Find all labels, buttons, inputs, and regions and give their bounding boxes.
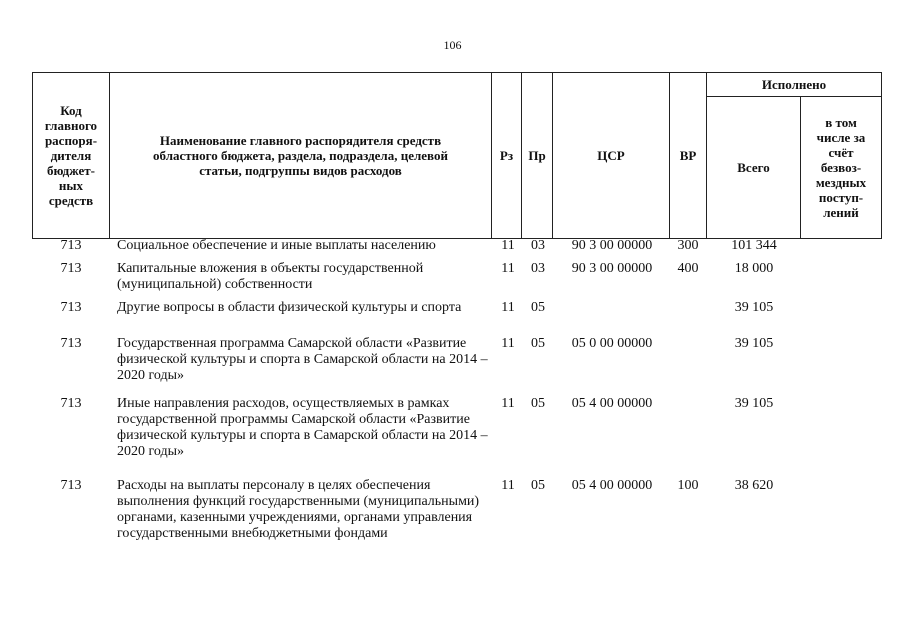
- row-rz: 11: [501, 336, 515, 351]
- row-name: Иные направления расходов, осуществляемых в рамках государственной программы Самарской области «Развитие физической культуры и спорта в Самарской области на 2014 – 2020 годы»: [117, 396, 488, 459]
- row-rz: 11: [501, 396, 515, 411]
- row-pr: 05: [531, 300, 545, 315]
- row-pr: 05: [531, 478, 545, 493]
- row-pr: 03: [531, 238, 545, 253]
- header-free-receipts: в том числе за счёт безвоз- мездных поступ- лений: [815, 115, 867, 220]
- page-number: 106: [443, 38, 462, 52]
- header-code: Код главного распоря- дителя бюджет- ных средств: [44, 103, 98, 208]
- row-csr: 90 3 00 00000: [571, 238, 653, 253]
- row-total: 39 105: [734, 300, 774, 315]
- row-code: 713: [60, 300, 82, 315]
- row-rz: 11: [501, 478, 515, 493]
- row-csr: 90 3 00 00000: [571, 261, 653, 276]
- row-pr: 05: [531, 336, 545, 351]
- row-code: 713: [60, 336, 82, 351]
- row-name: Расходы на выплаты персоналу в целях обеспечения выполнения функций государственными (муниципальными) органами, казенными учреждениями, органами управления государственными внебюджетными фондами: [117, 478, 480, 541]
- header-name: Наименование главного распорядителя средств областного бюджета, раздела, подраздела, целевой статьи, подгруппы видов расходов: [153, 133, 448, 178]
- row-vr: 400: [677, 261, 699, 276]
- header-vr: ВР: [679, 148, 697, 163]
- row-name: Другие вопросы в области физической культуры и спорта: [117, 300, 462, 315]
- col-divider: [881, 72, 882, 238]
- row-pr: 05: [531, 396, 545, 411]
- row-total: 101 344: [731, 238, 777, 253]
- row-rz: 11: [501, 261, 515, 276]
- header-pr: Пр: [528, 148, 546, 163]
- row-total: 38 620: [734, 478, 774, 493]
- row-csr: 05 0 00 00000: [571, 336, 653, 351]
- row-vr: 300: [677, 238, 699, 253]
- row-code: 713: [60, 396, 82, 411]
- row-name: Капитальные вложения в объекты государственной (муниципальной) собственности: [117, 261, 424, 292]
- row-pr: 03: [531, 261, 545, 276]
- row-total: 39 105: [734, 336, 774, 351]
- row-csr: 05 4 00 00000: [571, 396, 653, 411]
- row-rz: 11: [501, 300, 515, 315]
- header-rz: Рз: [499, 148, 514, 163]
- row-name: Государственная программа Самарской области «Развитие физической культуры и спорта в Самарской области на 2014 – 2020 годы»: [117, 336, 488, 383]
- row-rz: 11: [501, 238, 515, 253]
- row-vr: 100: [677, 478, 699, 493]
- row-code: 713: [60, 238, 82, 253]
- header-csr: ЦСР: [597, 148, 625, 163]
- header-executed: Исполнено: [761, 77, 827, 92]
- row-csr: 05 4 00 00000: [571, 478, 653, 493]
- header-total: Всего: [737, 160, 770, 175]
- row-code: 713: [60, 478, 82, 493]
- row-total: 18 000: [734, 261, 774, 276]
- row-name: Социальное обеспечение и иные выплаты населению: [117, 238, 436, 253]
- row-code: 713: [60, 261, 82, 276]
- row-total: 39 105: [734, 396, 774, 411]
